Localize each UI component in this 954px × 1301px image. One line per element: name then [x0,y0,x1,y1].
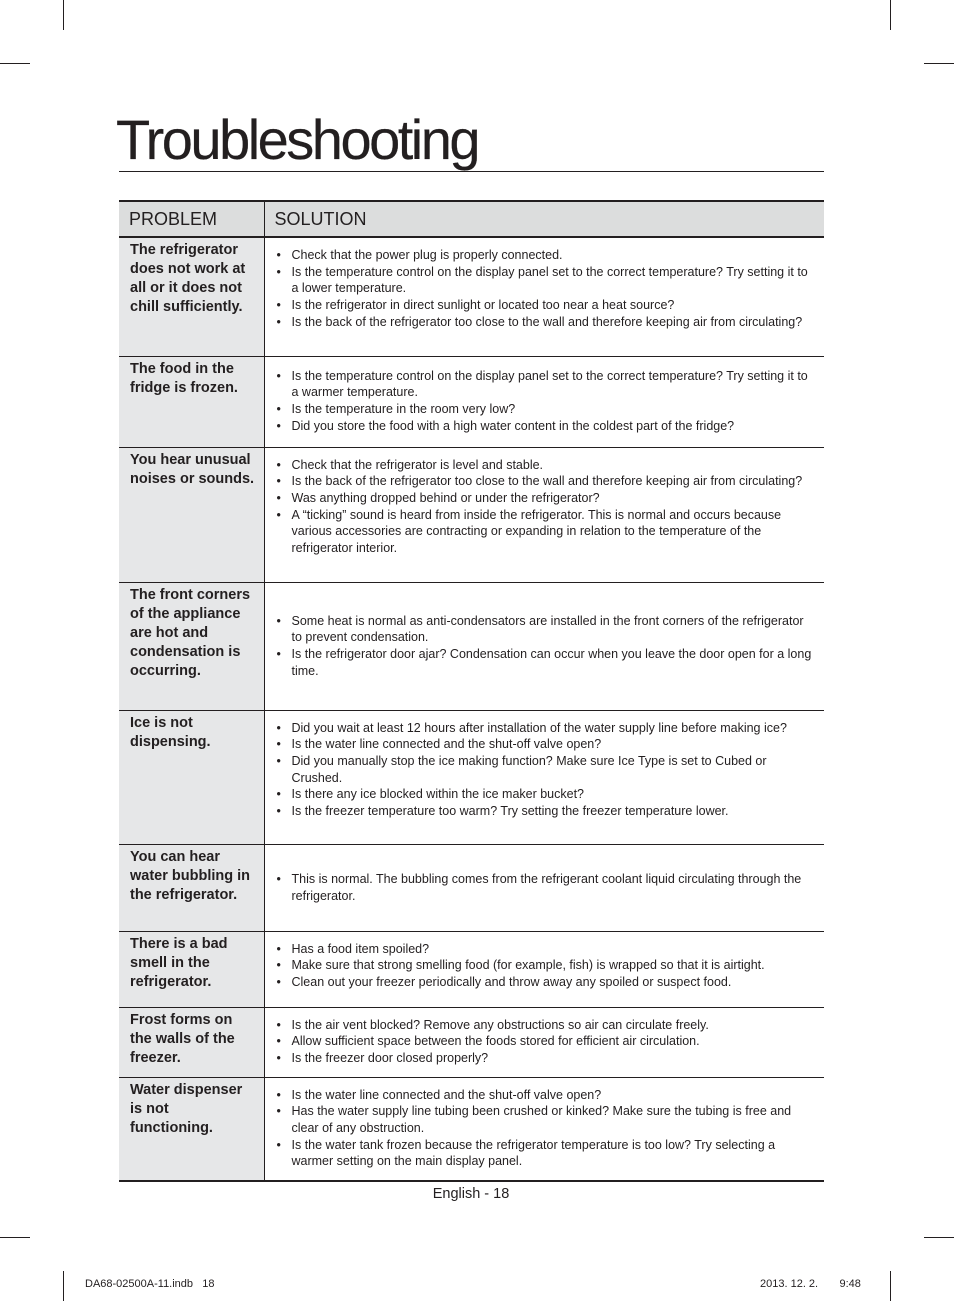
crop-mark-top-right [890,0,891,30]
date-time-slug: 2013. 12. 2. 9:48 [760,1278,861,1290]
list-item: • Was anything dropped behind or under the refrigerator? [275,490,817,507]
title-rule [119,171,824,172]
solution-cell [264,356,824,447]
troubleshooting-table [119,200,824,1182]
solution-cell [264,1007,824,1077]
solution-cell [264,931,824,1007]
list-item: • Some heat is normal as anti-condensators are installed in the front corners of the refrigerator to prevent condensation. [275,613,817,646]
file-name-slug: DA68-02500A-11.indb 18 [85,1278,215,1290]
table-row [119,356,824,447]
list-item: • Is the back of the refrigerator too close to the wall and therefore keeping air from circulating? [275,473,817,490]
list-item: • Is the temperature in the room very low? [275,401,817,418]
crop-mark-bottom-left [0,1237,30,1238]
crop-mark-top-left [63,0,64,30]
solution-list [265,1008,825,1076]
solution-list [265,604,825,689]
list-item: • Is the refrigerator door ajar? Condensation can occur when you leave the door open for a long time. [275,646,817,679]
list-item: • Did you wait at least 12 hours after installation of the water supply line before making ice? [275,720,817,737]
crop-mark-top-right [924,63,954,64]
problem-cell: Ice is not dispensing. [119,710,264,844]
list-item: • Is the temperature control on the display panel set to the correct temperature? Try setting it to a lower temperature. [275,264,817,297]
list-item: • Is the air vent blocked? Remove any obstructions so air can circulate freely. [275,1017,817,1034]
solution-list [265,238,825,340]
list-item: • Did you manually stop the ice making function? Make sure Ice Type is set to Cubed or Crushed. [275,753,817,786]
solution-cell [264,582,824,710]
table-row [119,1077,824,1181]
solution-cell [264,710,824,844]
list-item: • This is normal. The bubbling comes from the refrigerant coolant liquid circulating through the refrigerator. [275,871,817,904]
table-row [119,447,824,582]
list-item: • Is the water line connected and the shut-off valve open? [275,736,817,753]
solution-list [265,1078,825,1180]
list-item: • Check that the refrigerator is level and stable. [275,457,817,474]
problem-cell: You can hear water bubbling in the refrigerator. [119,844,264,931]
solution-list [265,711,825,829]
problem-cell: The food in the fridge is frozen. [119,356,264,447]
solution-list [265,862,825,913]
list-item: • Has a food item spoiled? [275,941,817,958]
list-item: • Check that the power plug is properly connected. [275,247,817,264]
solution-cell [264,1077,824,1181]
crop-mark-top-left [0,63,30,64]
crop-mark-bottom-right [890,1271,891,1301]
list-item: • Is the temperature control on the display panel set to the correct temperature? Try setting it to a warmer temperature. [275,368,817,401]
list-item: • Did you store the food with a high water content in the coldest part of the fridge? [275,418,817,435]
problem-cell: Frost forms on the walls of the freezer. [119,1007,264,1077]
solution-cell [264,447,824,582]
list-item: • Is the freezer temperature too warm? Try setting the freezer temperature lower. [275,803,817,820]
problem-cell: There is a bad smell in the refrigerator. [119,931,264,1007]
list-item: • Allow sufficient space between the foods stored for efficient air circulation. [275,1033,817,1050]
problem-cell: You hear unusual noises or sounds. [119,447,264,582]
crop-mark-bottom-right [924,1237,954,1238]
table-row [119,582,824,710]
list-item: • Is the back of the refrigerator too close to the wall and therefore keeping air from circulating? [275,314,817,331]
list-item: • Is the refrigerator in direct sunlight or located too near a heat source? [275,297,817,314]
solution-cell [264,844,824,931]
table-row [119,931,824,1007]
list-item: • Is the freezer door closed properly? [275,1050,817,1067]
list-item: • Clean out your freezer periodically and throw away any spoiled or suspect food. [275,974,817,991]
table-row [119,1007,824,1077]
list-item: • Make sure that strong smelling food (for example, fish) is wrapped so that it is airtight. [275,957,817,974]
solution-cell [264,237,824,356]
solution-list [265,932,825,1000]
table-row [119,237,824,356]
crop-mark-bottom-left [63,1271,64,1301]
list-item: • Is the water line connected and the shut-off valve open? [275,1087,817,1104]
list-item: • A “ticking” sound is heard from inside the refrigerator. This is normal and occurs because various accessories are contracting or expanding in relation to the temperature of the refrigerator interior. [275,507,817,557]
header-problem: PROBLEM [119,201,264,237]
problem-cell: The refrigerator does not work at all or it does not chill sufficiently. [119,237,264,356]
page-title: Troubleshooting [116,108,479,171]
list-item: • Has the water supply line tubing been crushed or kinked? Make sure the tubing is free and clear of any obstruction. [275,1103,817,1136]
problem-cell: Water dispenser is not functioning. [119,1077,264,1181]
header-solution: SOLUTION [264,201,824,237]
table-row [119,710,824,844]
problem-cell: The front corners of the appliance are hot and condensation is occurring. [119,582,264,710]
solution-list [265,357,825,444]
list-item: • Is there any ice blocked within the ice maker bucket? [275,786,817,803]
table-row [119,844,824,931]
list-item: • Is the water tank frozen because the refrigerator temperature is too low? Try selecting a warmer setting on the main display panel. [275,1137,817,1170]
page-number: English - 18 [432,1186,510,1202]
solution-list [265,448,825,566]
table-header-row [119,201,824,237]
